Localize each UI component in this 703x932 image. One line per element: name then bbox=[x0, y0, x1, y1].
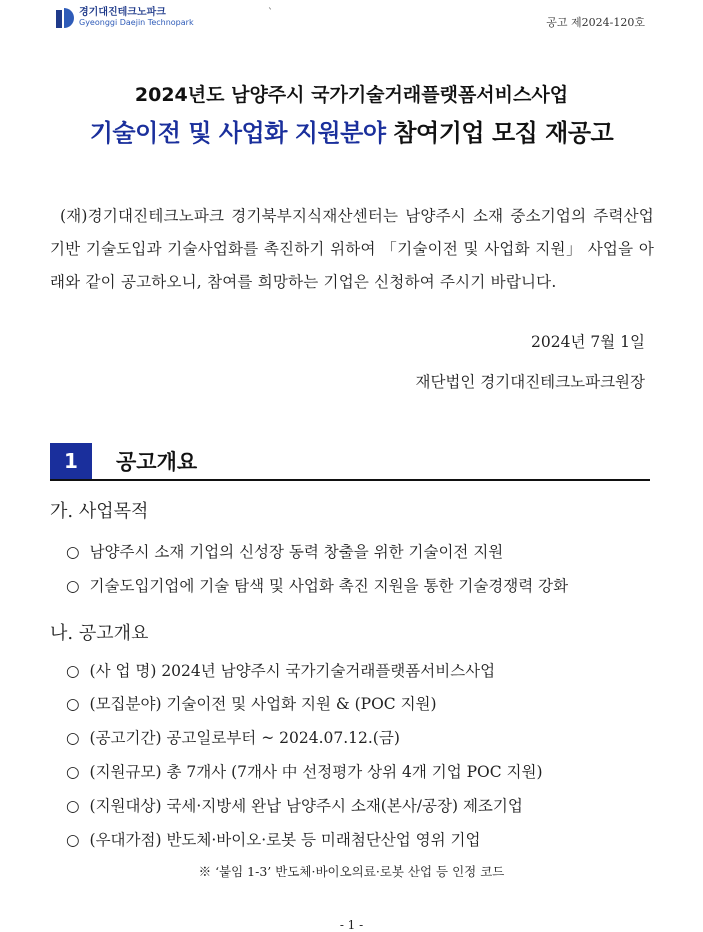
intro-paragraph: (재)경기대진테크노파크 경기북부지식재산센터는 남양주시 소재 중소기업의 주력산업 기반 기술도입과 기술사업화를 촉진하기 위하여 「기술이전 및 사업화 지원」 사업을 아래와 같이 공고하오니, 참여를 희망하는 기업은 신청하여 주시기 바랍니다. bbox=[50, 207, 654, 291]
subheading-overview: 나. 공고개요 bbox=[50, 623, 149, 644]
circle-bullet-icon: ○ bbox=[66, 797, 80, 815]
stray-mark: ` bbox=[268, 8, 273, 19]
title-rest: 참여기업 모집 재공고 bbox=[385, 119, 614, 147]
list-item: ○ (공고기간) 공고일로부터 ~ 2024.07.12.(금) bbox=[66, 729, 400, 747]
logo-korean-text: 경기대진테크노파크 bbox=[79, 7, 166, 18]
notice-date: 2024년 7월 1일 bbox=[531, 333, 645, 351]
list-item: ○ (지원규모) 총 7개사 (7개사 中 선정평가 상위 4개 기업 POC 지원) bbox=[66, 763, 543, 781]
list-item: ○ 남양주시 소재 기업의 신성장 동력 창출을 위한 기술이전 지원 bbox=[66, 543, 504, 561]
title-highlight: 기술이전 및 사업화 지원분야 bbox=[89, 119, 386, 147]
circle-bullet-icon: ○ bbox=[66, 543, 80, 561]
logo bbox=[56, 8, 194, 28]
circle-bullet-icon: ○ bbox=[66, 577, 80, 595]
list-item: ○ (사 업 명) 2024년 남양주시 국가기술거래플랫폼서비스사업 bbox=[66, 662, 496, 680]
list-item: ○ (지원대상) 국세·지방세 완납 남양주시 소재(본사/공장) 제조기업 bbox=[66, 797, 523, 815]
title-line-1: 2024년도 남양주시 국가기술거래플랫폼서비스사업 bbox=[134, 84, 569, 106]
technopark-logo-icon bbox=[56, 8, 76, 28]
list-item: ○ 기술도입기업에 기술 탐색 및 사업화 촉진 지원을 통한 기술경쟁력 강화 bbox=[66, 577, 569, 595]
subheading-purpose: 가. 사업목적 bbox=[50, 501, 149, 522]
list-item: ○ (우대가점) 반도체·바이오·로봇 등 미래첨단산업 영위 기업 bbox=[66, 831, 481, 849]
issuer: 재단법인 경기대진테크노파크원장 bbox=[415, 373, 645, 391]
circle-bullet-icon: ○ bbox=[66, 662, 80, 680]
list-item: ○ (모집분야) 기술이전 및 사업화 지원 & (POC 지원) bbox=[66, 695, 437, 713]
logo-english-text: Gyeonggi Daejin Technopark bbox=[79, 18, 194, 27]
section-header bbox=[50, 443, 650, 481]
circle-bullet-icon: ○ bbox=[66, 763, 80, 781]
page-number: - 1 - bbox=[339, 918, 364, 932]
circle-bullet-icon: ○ bbox=[66, 831, 80, 849]
section-number: 1 bbox=[50, 443, 92, 479]
notice-number: 공고 제2024-120호 bbox=[546, 16, 645, 29]
circle-bullet-icon: ○ bbox=[66, 729, 80, 747]
footnote: ※ ‘붙임 1-3’ 반도체·바이오의료·로봇 산업 등 인정 코드 bbox=[198, 864, 505, 879]
section-title: 공고개요 bbox=[116, 450, 198, 474]
title-line-2 bbox=[0, 113, 703, 148]
circle-bullet-icon: ○ bbox=[66, 695, 80, 713]
